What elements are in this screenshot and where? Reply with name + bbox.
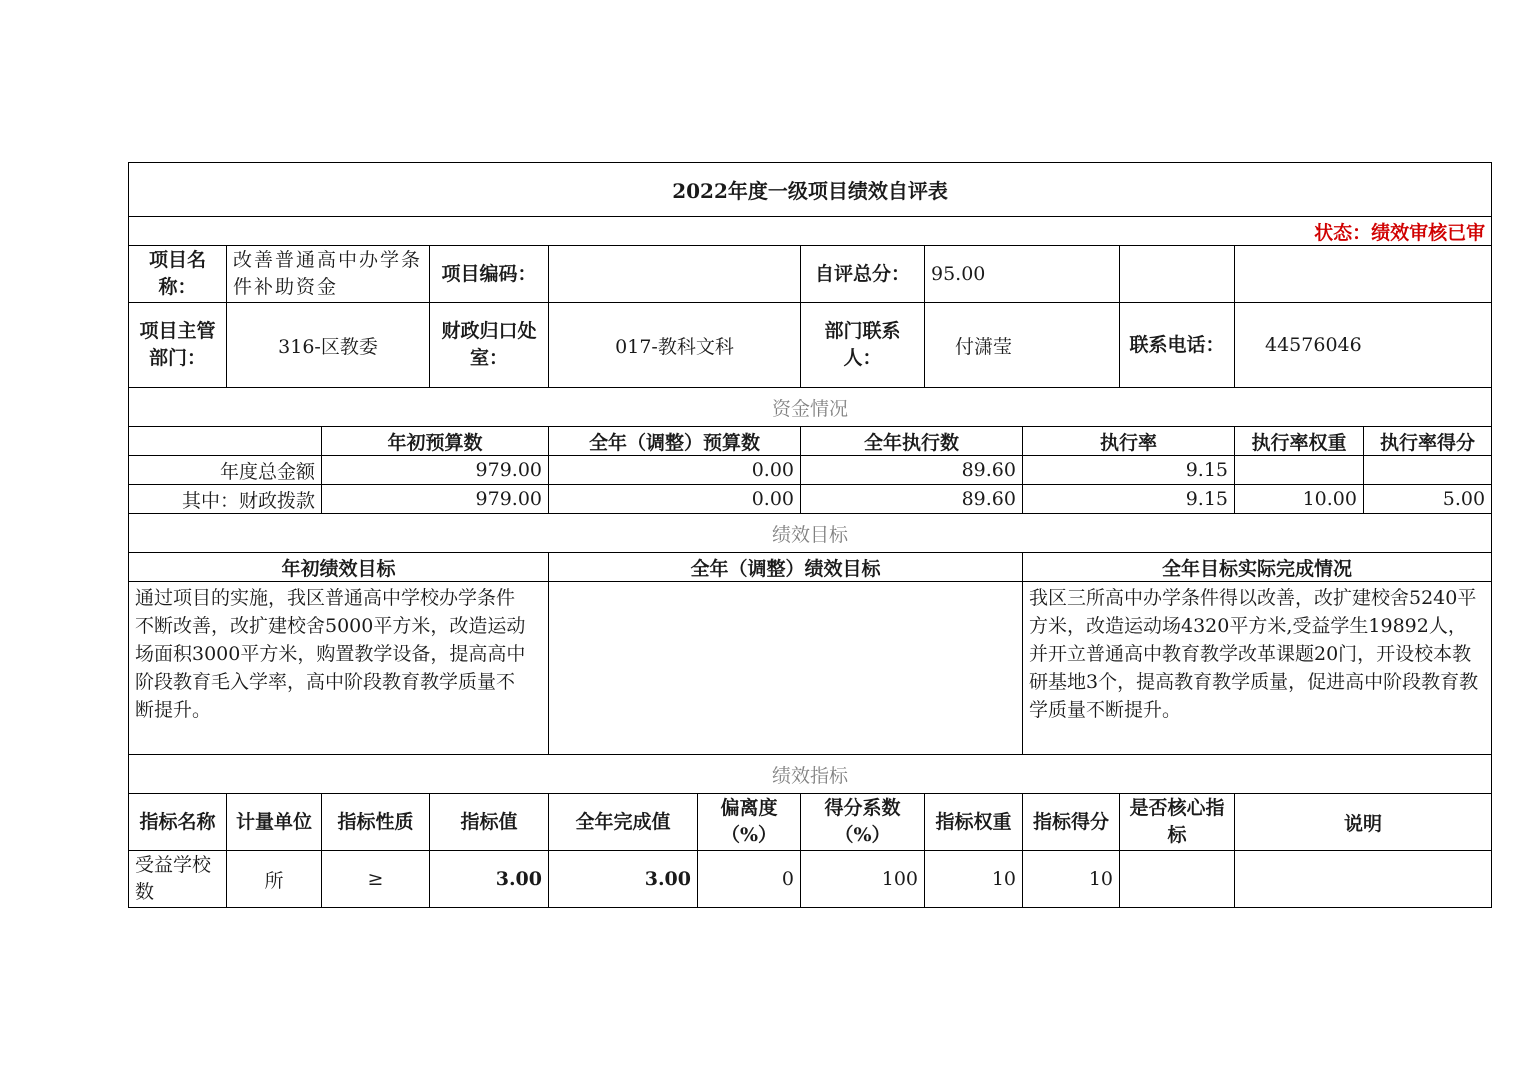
indicator-header: 指标性质: [322, 794, 430, 851]
funds-row-label: 年度总金额: [129, 456, 322, 485]
finance-office-value: 017-教科文科: [549, 303, 801, 388]
funds-cell: [1235, 456, 1364, 485]
indicator-cell: [1120, 851, 1235, 908]
empty-cell: [1120, 246, 1235, 303]
indicator-cell: 10: [925, 851, 1023, 908]
funds-cell: 9.15: [1023, 456, 1235, 485]
funds-header: 年初预算数: [322, 427, 549, 456]
funds-header: 执行率得分: [1364, 427, 1492, 456]
funds-header: 执行率: [1023, 427, 1235, 456]
goals-actual-text: 我区三所高中办学条件得以改善，改扩建校舍5240平方米，改造运动场4320平方米,受益学生19892人，并开立普通高中教育教学改革课题20门，开设校本教研基地3个，提高教育教学质量，促进高中阶段教育教学质量不断提升。: [1023, 582, 1492, 755]
indicator-cell: 100: [801, 851, 925, 908]
indicator-cell: 所: [227, 851, 322, 908]
indicator-cell: 受益学校数: [129, 851, 227, 908]
indicator-header: 指标权重: [925, 794, 1023, 851]
total-score-label: 自评总分：: [801, 246, 925, 303]
goals-header-actual: 全年目标实际完成情况: [1023, 553, 1492, 582]
funds-cell: 5.00: [1364, 485, 1492, 514]
indicator-header: 全年完成值: [549, 794, 698, 851]
funds-header-blank: [129, 427, 322, 456]
indicator-header: 指标得分: [1023, 794, 1120, 851]
contact-value: 付潇莹: [925, 303, 1120, 388]
indicators-section-title: 绩效指标: [129, 755, 1492, 794]
project-code-label: 项目编码：: [430, 246, 549, 303]
table-row: [129, 851, 1492, 908]
performance-evaluation-table: [128, 162, 1492, 908]
table-row: [129, 456, 1492, 485]
funds-cell: 9.15: [1023, 485, 1235, 514]
phone-label: 联系电话：: [1120, 303, 1235, 388]
goals-section-title: 绩效目标: [129, 514, 1492, 553]
indicator-header: 说明: [1235, 794, 1492, 851]
funds-cell: 10.00: [1235, 485, 1364, 514]
project-code-value: [549, 246, 801, 303]
indicator-header: 计量单位: [227, 794, 322, 851]
goals-adjusted-text: [549, 582, 1023, 755]
indicator-header: 指标名称: [129, 794, 227, 851]
project-name-value: 改善普通高中办学条件补助资金: [227, 246, 430, 303]
indicator-header: 得分系数（%）: [801, 794, 925, 851]
goals-header-initial: 年初绩效目标: [129, 553, 549, 582]
empty-cell: [1235, 246, 1492, 303]
funds-cell: 89.60: [801, 456, 1023, 485]
indicator-cell: 10: [1023, 851, 1120, 908]
goals-header-adjusted: 全年（调整）绩效目标: [549, 553, 1023, 582]
funds-cell: 0.00: [549, 485, 801, 514]
funds-header: 全年执行数: [801, 427, 1023, 456]
contact-label: 部门联系人：: [801, 303, 925, 388]
page-title: 2022年度一级项目绩效自评表: [129, 163, 1492, 217]
funds-cell: 0.00: [549, 456, 801, 485]
dept-value: 316-区教委: [227, 303, 430, 388]
indicator-header: 指标值: [430, 794, 549, 851]
phone-value: 44576046: [1235, 303, 1492, 388]
project-name-label: 项目名称：: [129, 246, 227, 303]
indicator-cell: 3.00: [430, 851, 549, 908]
indicator-cell: 0: [698, 851, 801, 908]
finance-office-label: 财政归口处室：: [430, 303, 549, 388]
indicator-cell: ≥: [322, 851, 430, 908]
indicator-header: 偏离度（%）: [698, 794, 801, 851]
table-row: [129, 485, 1492, 514]
funds-cell: 979.00: [322, 456, 549, 485]
goals-initial-text: 通过项目的实施，我区普通高中学校办学条件不断改善，改扩建校舍5000平方米，改造运动场面积3000平方米，购置教学设备，提高高中阶段教育毛入学率，高中阶段教育教学质量不断提升。: [129, 582, 549, 755]
indicator-cell: [1235, 851, 1492, 908]
status-badge: 状态：绩效审核已审: [129, 217, 1492, 246]
funds-cell: 979.00: [322, 485, 549, 514]
funds-row-label: 其中：财政拨款: [129, 485, 322, 514]
funds-cell: [1364, 456, 1492, 485]
indicator-cell: 3.00: [549, 851, 698, 908]
funds-header: 执行率权重: [1235, 427, 1364, 456]
total-score-value: 95.00: [925, 246, 1120, 303]
funds-cell: 89.60: [801, 485, 1023, 514]
funds-header: 全年（调整）预算数: [549, 427, 801, 456]
funds-section-title: 资金情况: [129, 388, 1492, 427]
indicator-header: 是否核心指标: [1120, 794, 1235, 851]
dept-label: 项目主管部门：: [129, 303, 227, 388]
